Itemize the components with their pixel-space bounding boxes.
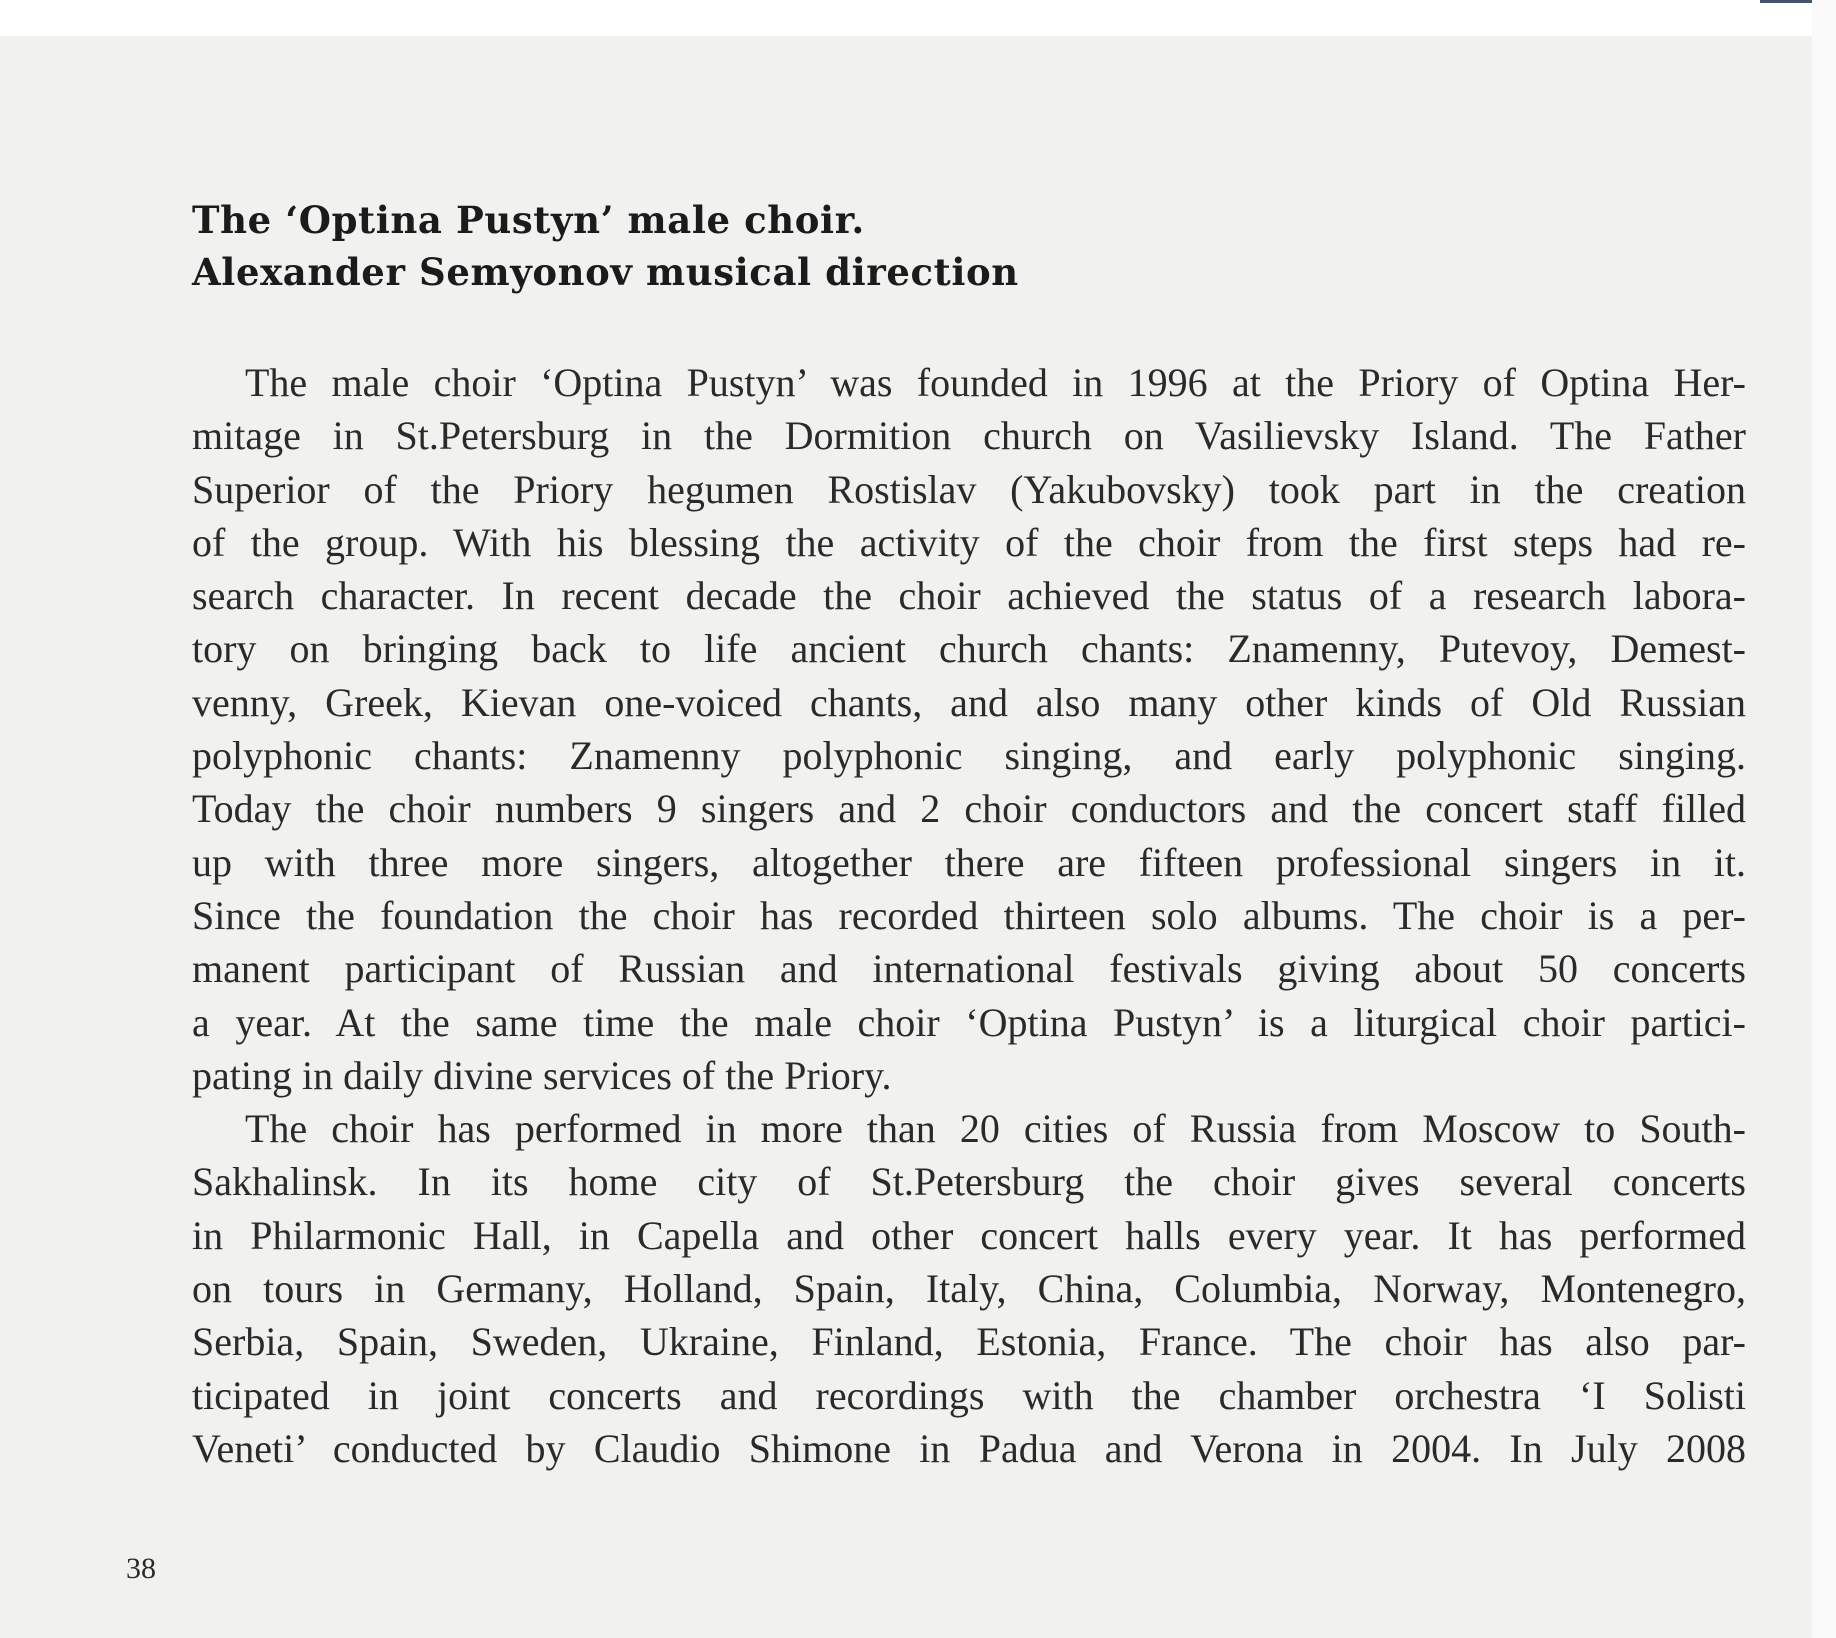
text-line: Sakhalinsk. In its home city of St.Petersburg the choir gives several concerts (192, 1159, 1746, 1205)
booklet-page (0, 36, 1812, 1638)
body-text (192, 356, 1746, 1475)
text-line: search character. In recent decade the choir achieved the status of a research labora- (192, 573, 1746, 619)
text-line: The choir has performed in more than 20 cities of Russia from Moscow to South- (245, 1106, 1746, 1152)
section-heading (192, 194, 1612, 298)
text-line: Veneti’ conducted by Claudio Shimone in Padua and Verona in 2004. In July 2008 (192, 1425, 1746, 1471)
text-line: of the group. With his blessing the activity of the choir from the first steps had re- (192, 519, 1746, 565)
heading-line-1: The ‘Optina Pustyn’ male choir. (192, 198, 865, 242)
text-line: up with three more singers, altogether there are fifteen professional singers in it. (192, 839, 1746, 885)
heading-line-2: Alexander Semyonov musical direction (192, 250, 1019, 294)
text-line: venny, Greek, Kievan one-voiced chants, and also many other kinds of Old Russian (192, 679, 1746, 725)
text-line: Superior of the Priory hegumen Rostislav (Yakubovsky) took part in the creation (192, 466, 1746, 512)
text-line: Serbia, Spain, Sweden, Ukraine, Finland, Estonia, France. The choir has also par- (192, 1319, 1746, 1365)
text-line: pating in daily divine services of the Priory. (192, 1052, 892, 1098)
text-line: on tours in Germany, Holland, Spain, Italy, China, Columbia, Norway, Montenegro, (192, 1266, 1746, 1312)
text-line: mitage in St.Petersburg in the Dormition church on Vasilievsky Island. The Father (192, 413, 1746, 459)
page-number: 38 (126, 1552, 156, 1585)
text-line: The male choir ‘Optina Pustyn’ was founded in 1996 at the Priory of Optina Her- (245, 360, 1746, 405)
scan-margin (1812, 0, 1836, 1638)
text-line: in Philarmonic Hall, in Capella and other concert halls every year. It has performed (192, 1212, 1746, 1258)
text-line: Today the choir numbers 9 singers and 2 choir conductors and the concert staff filled (192, 786, 1746, 832)
text-line: a year. At the same time the male choir ‘Optina Pustyn’ is a liturgical choir partici- (192, 999, 1746, 1045)
text-line: polyphonic chants: Znamenny polyphonic singing, and early polyphonic singing. (192, 733, 1746, 779)
text-line: manent participant of Russian and international festivals giving about 50 concerts (192, 946, 1746, 992)
text-line: ticipated in joint concerts and recordings with the chamber orchestra ‘I Solisti (192, 1372, 1746, 1418)
text-line: Since the foundation the choir has recorded thirteen solo albums. The choir is a per- (192, 892, 1746, 938)
text-line: tory on bringing back to life ancient church chants: Znamenny, Putevoy, Demest- (192, 626, 1746, 672)
